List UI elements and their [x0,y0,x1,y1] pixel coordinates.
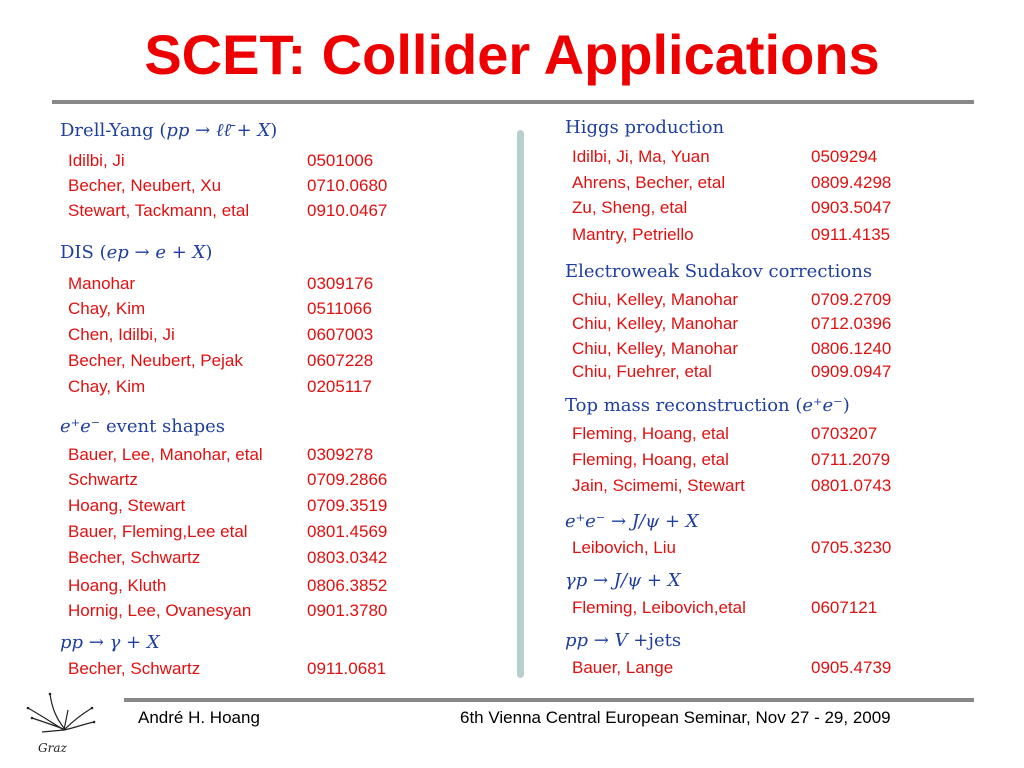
reference-number: 0607003 [307,325,374,344]
reference-number: 0801.0743 [811,476,892,495]
logo-text: Graz [38,741,67,755]
reference-authors: Hoang, Stewart [68,496,186,515]
reference-number: 0806.1240 [811,339,892,358]
section-title-math: pp → γ + X [60,632,160,653]
reference-number: 0711.2079 [811,450,891,469]
reference-authors: Hoang, Kluth [68,576,167,595]
section-title-math: γp → J/ψ + X [565,570,681,591]
section-title-drell-yang [60,120,277,141]
reference-authors: Idilbi, Ji [68,151,125,170]
reference-authors: Fleming, Hoang, etal [572,450,729,469]
reference-number: 0712.0396 [811,314,892,333]
reference-number: 0703207 [811,424,878,443]
reference-number: 0801.4569 [307,522,388,541]
reference-authors: Idilbi, Ji, Ma, Yuan [572,147,710,166]
section-title-math: e⁺e⁻ → J/ψ + X [565,511,699,532]
reference-number: 0705.3230 [811,538,892,557]
slide-title: SCET: Collider Applications [144,23,880,86]
column-divider [517,130,524,678]
university-logo [12,688,102,760]
section-title-text: Top mass reconstruction ( [565,395,803,416]
section-title-math: pp → ℓℓ̄ + X [166,120,271,141]
reference-number: 0911.0681 [307,659,387,678]
section-title-text: DIS ( [60,242,107,263]
section-title-pp-gamma [60,632,160,653]
reference-authors: Mantry, Petriello [572,225,694,244]
reference-number: 0903.5047 [811,198,892,217]
section-title-text: Higgs production [565,117,725,138]
reference-authors: Zu, Sheng, etal [572,198,688,217]
reference-authors: Bauer, Lee, Manohar, etal [68,445,263,464]
reference-number: 0911.4135 [811,225,891,244]
section-title-jpsi-photoproduction [565,570,681,591]
reference-authors: Chay, Kim [68,377,146,396]
reference-authors: Bauer, Fleming,Lee etal [68,522,248,541]
section-title-close: event shapes [100,416,226,437]
footer-divider [124,698,974,702]
section-title-math: pp → V + [565,630,649,651]
section-title-math: ep → e + X [106,242,206,263]
reference-number: 0607228 [307,351,374,370]
reference-authors: Becher, Schwartz [68,659,201,678]
reference-authors: Becher, Neubert, Xu [68,176,222,195]
title-divider [52,100,974,104]
reference-authors: Fleming, Hoang, etal [572,424,729,443]
reference-authors: Manohar [68,274,136,293]
reference-authors: Fleming, Leibovich,etal [572,598,746,617]
section-title-dis [60,242,212,263]
reference-number: 0205117 [307,377,372,396]
reference-number: 0709.3519 [307,496,388,515]
reference-number: 0809.4298 [811,173,892,192]
reference-authors: Stewart, Tackmann, etal [68,201,250,220]
reference-authors: Chiu, Kelley, Manohar [572,339,738,358]
reference-authors: Becher, Schwartz [68,548,201,567]
section-title-jpsi-ee [565,511,699,532]
section-title-text: Drell-Yang ( [60,120,167,141]
reference-number: 0607121 [811,598,878,617]
reference-authors: Chiu, Fuehrer, etal [572,362,712,381]
reference-number: 0806.3852 [307,576,388,595]
reference-number: 0509294 [811,147,878,166]
section-title-math: e⁺e⁻ [60,416,101,437]
footer-author: André H. Hoang [138,708,260,727]
reference-authors: Becher, Neubert, Pejak [68,351,243,370]
section-title-vector-jets [565,630,681,651]
section-title-close: jets [648,630,682,651]
reference-authors: Chen, Idilbi, Ji [68,325,175,344]
reference-number: 0710.0680 [307,176,388,195]
reference-number: 0511066 [307,299,372,318]
reference-authors: Hornig, Lee, Ovanesyan [68,601,252,620]
reference-authors: Chiu, Kelley, Manohar [572,314,738,333]
reference-authors: Chay, Kim [68,299,146,318]
section-title-close: ) [270,120,278,141]
reference-number: 0709.2866 [307,470,388,489]
section-title-top-mass [565,395,850,416]
section-title-higgs [565,117,724,138]
reference-authors: Chiu, Kelley, Manohar [572,290,738,309]
section-title-event-shapes [60,416,225,437]
footer-event: 6th Vienna Central European Seminar, Nov 27 - 29, 2009 [460,708,891,727]
reference-number: 0709.2709 [811,290,892,309]
reference-authors: Ahrens, Becher, etal [572,173,726,192]
reference-number: 0803.0342 [307,548,388,567]
section-title-close: ) [205,242,213,263]
reference-number: 0910.0467 [307,201,388,220]
reference-authors: Leibovich, Liu [572,538,676,557]
section-title-math: e⁺e⁻ [802,395,843,416]
reference-authors: Jain, Scimemi, Stewart [572,476,745,495]
reference-number: 0909.0947 [811,362,892,381]
reference-authors: Schwartz [68,470,138,489]
section-title-close: ) [842,395,850,416]
reference-number: 0501006 [307,151,374,170]
reference-number: 0309278 [307,445,374,464]
reference-authors: Bauer, Lange [572,658,674,677]
section-title-electroweak [565,261,872,282]
reference-number: 0309176 [307,274,374,293]
reference-number: 0905.4739 [811,658,892,677]
reference-number: 0901.3780 [307,601,388,620]
section-title-text: Electroweak Sudakov corrections [565,261,873,282]
